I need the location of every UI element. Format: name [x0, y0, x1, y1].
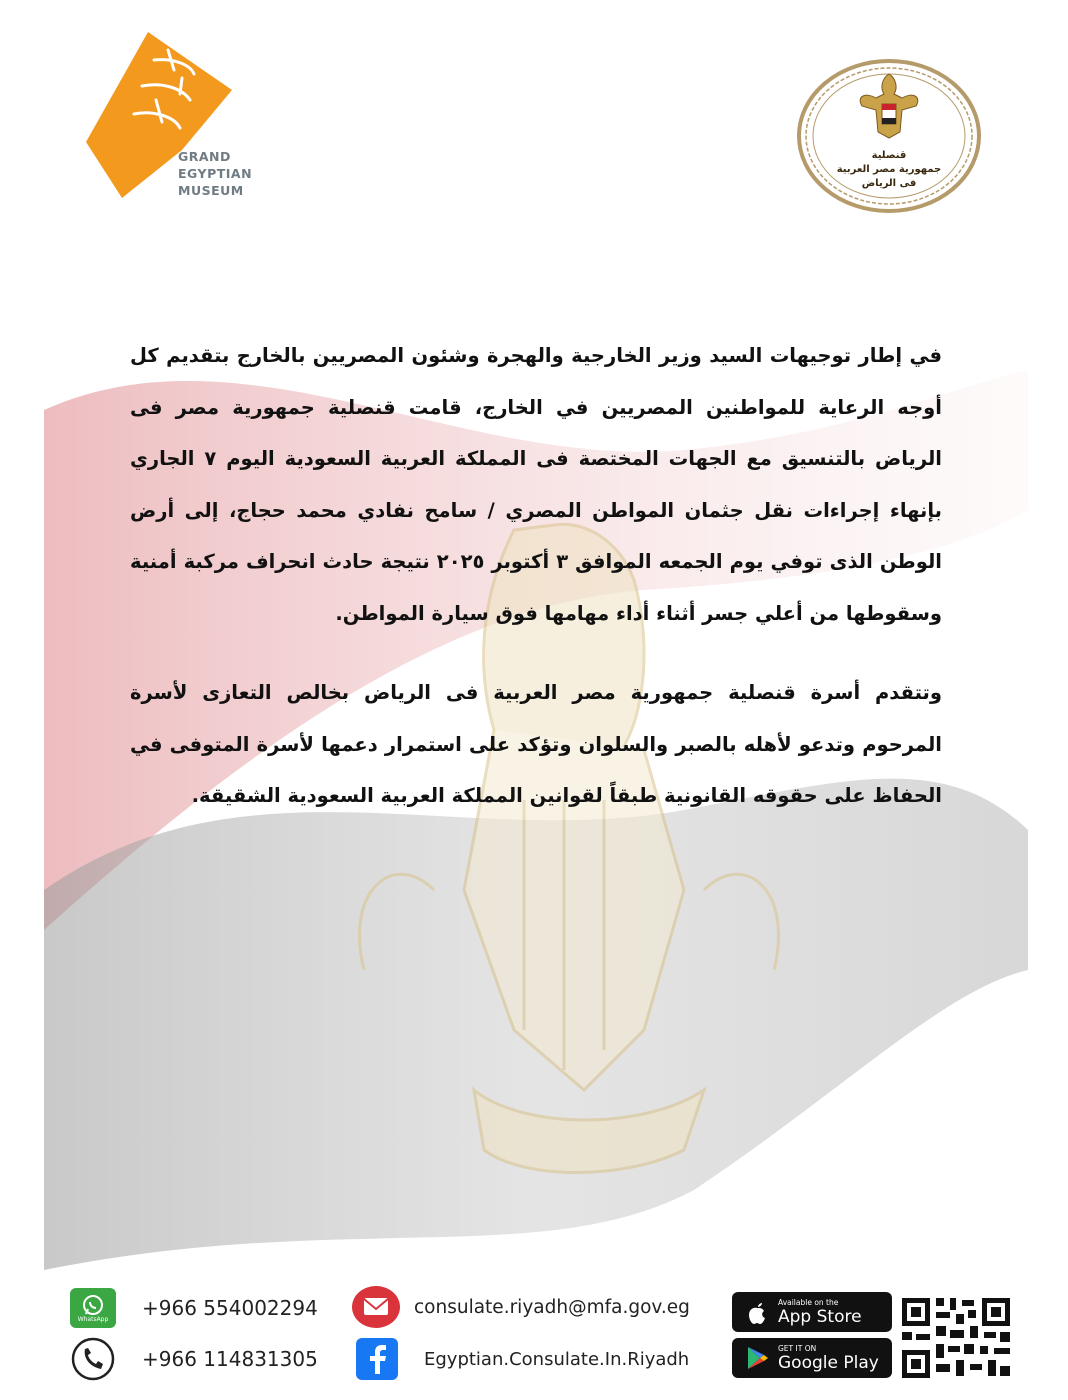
whatsapp-label: WhatsApp: [77, 1315, 109, 1323]
whatsapp-contact[interactable]: [70, 1288, 318, 1328]
google-play-label: Google Play: [778, 1352, 879, 1373]
seal-line-1: قنصلية: [871, 150, 907, 161]
consulate-seal: [796, 58, 982, 214]
email-address: consulate.riyadh@mfa.gov.eg: [414, 1296, 690, 1318]
qr-code-icon[interactable]: [900, 1296, 1012, 1380]
facebook-page: Egyptian.Consulate.In.Riyadh: [424, 1348, 690, 1370]
museum-name-line: GRAND: [178, 149, 231, 164]
museum-name-line: EGYPTIAN: [178, 166, 253, 181]
phone-contact[interactable]: [70, 1336, 318, 1382]
statement-paragraph-2: وتتقدم أسرة قنصلية جمهورية مصر العربية فى الرياض بخالص التعازى لأسرة المرحوم وتدعو لأهله بالصبر والسلوان وتؤكد على استمرار دعمها لأسرة المتوفى في الحفاظ على حقوقه القانونية طبقاً لقوانين المملكة العربية السعودية الشقيقة.: [130, 681, 942, 807]
google-play-small: GET IT ON: [778, 1343, 817, 1353]
museum-name: [178, 148, 252, 199]
google-play-icon: [742, 1343, 772, 1373]
apple-icon: [742, 1297, 772, 1327]
app-store-small: Available on the: [778, 1297, 839, 1307]
statement-paragraph-1: في إطار توجيهات السيد وزير الخارجية والهجرة وشئون المصريين بالخارج بتقديم كل أوجه الرعاية للمواطنين المصريين في الخارج، قامت قنصلية جمهورية مصر فى الرياض بالتنسيق مع الجهات المختصة فى المملكة العربية السعودية اليوم ٧ الجاري بإنهاء إجراءات نقل جثمان المواطن المصري / سامح نفادي محمد حجاج، إلى أرض الوطن الذى توفي يوم الجمعه الموافق ٣ أكتوبر ٢٠٢٥ نتيجة حادث انحراف مركبة أمنية وسقوطها من أعلي جسر أثناء أداء مهامها فوق سيارة المواطن.: [130, 344, 942, 625]
whatsapp-number: +966 554002294: [142, 1296, 318, 1320]
statement-body: [130, 330, 942, 822]
whatsapp-icon: [70, 1288, 116, 1328]
facebook-icon: [356, 1338, 398, 1380]
email-icon: [350, 1284, 402, 1330]
phone-icon: [70, 1336, 116, 1382]
app-store-label: App Store: [778, 1306, 862, 1327]
seal-line-3: فى الرياض: [861, 178, 917, 189]
email-contact[interactable]: [350, 1284, 690, 1330]
contact-footer: [40, 1272, 1030, 1400]
google-play-button[interactable]: [732, 1338, 892, 1378]
facebook-contact[interactable]: [356, 1338, 689, 1380]
phone-number: +966 114831305: [142, 1347, 318, 1371]
app-store-button[interactable]: [732, 1292, 892, 1332]
seal-line-2: جمهورية مصر العربية: [836, 164, 942, 175]
museum-name-line: MUSEUM: [178, 183, 244, 198]
